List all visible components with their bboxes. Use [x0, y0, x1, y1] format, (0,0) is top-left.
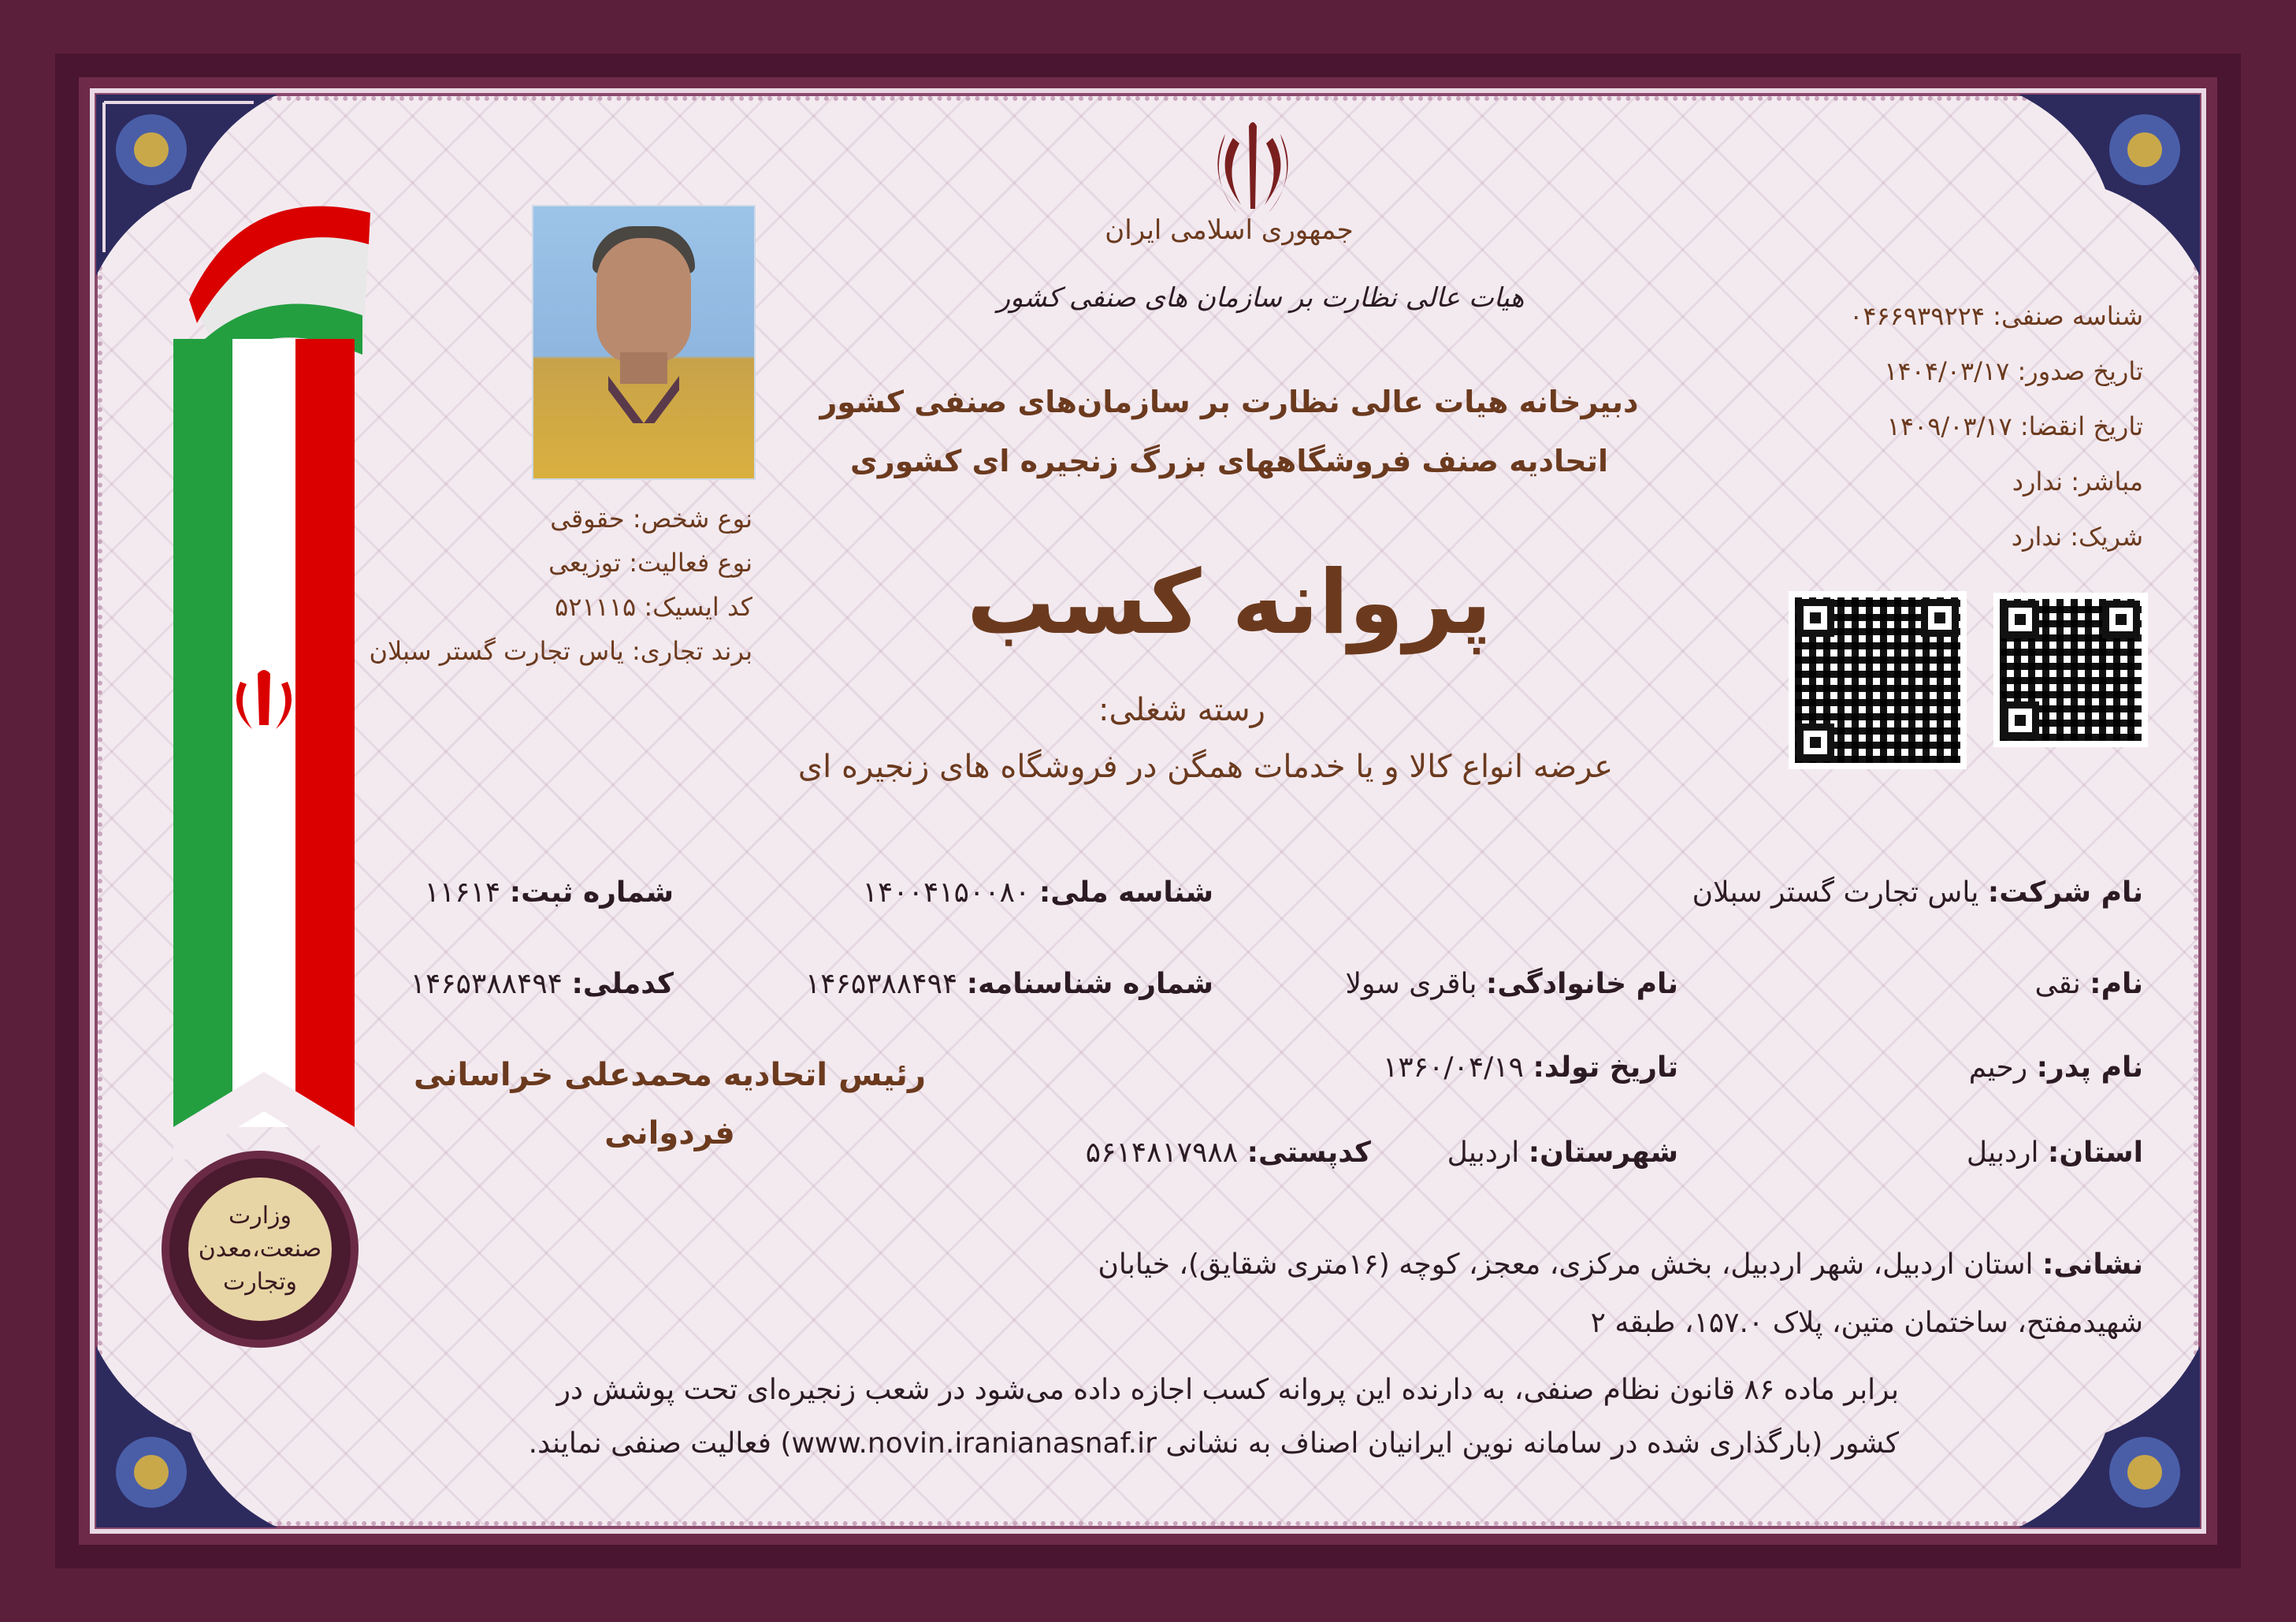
- national-code-field: کدملی: ۱۴۶۵۳۸۸۴۹۴: [410, 968, 674, 1000]
- isic-code: کد ایسیک: ۵۲۱۱۱۵: [555, 592, 752, 622]
- birth-field: تاریخ تولد: ۱۳۶۰/۰۴/۱۹: [1383, 1051, 1678, 1084]
- top-right-info: [1718, 288, 2143, 564]
- activity-type: نوع فعالیت: توزیعی: [548, 548, 752, 578]
- manager: مباشر: ندارد: [2012, 467, 2143, 497]
- postal-field: کدپستی: ۵۶۱۴۸۱۷۹۸۸: [1085, 1137, 1371, 1169]
- signatory-line-2: فردوانی: [604, 1115, 735, 1151]
- footer-text: [410, 1363, 1899, 1471]
- footer-line-1: برابر ماده ۸۶ قانون نظام صنفی، به دارنده این پروانه کسب اجازه داده می‌شود در شعب زنجیره‌ای تحت پوشش در: [556, 1374, 1899, 1406]
- province-field: استان: اردبیل: [1966, 1137, 2143, 1169]
- category-label: رسته شغلی:: [1098, 692, 1265, 728]
- company-field: نام شرکت: یاس تجارت گستر سبلان: [1692, 876, 2143, 909]
- flag-ribbon-icon: [150, 197, 370, 1166]
- partner: شریک: ندارد: [2011, 522, 2143, 552]
- seal-text: وزارت صنعت،معدن وتجارت: [188, 1177, 332, 1321]
- corner-ornament-icon: [2019, 1346, 2200, 1527]
- corner-ornament-icon: [2019, 95, 2200, 276]
- issue-date: تاریخ صدور: ۱۴۰۴/۰۳/۱۷: [1884, 356, 2143, 386]
- person-type: نوع شخص: حقوقی: [550, 504, 752, 534]
- city-field: شهرستان: اردبیل: [1447, 1137, 1678, 1169]
- ministry-seal: [169, 1159, 351, 1340]
- corner-ornament-icon: [96, 1346, 277, 1527]
- footer-line-2: کشور (بارگذاری شده در سامانه نوین ایرانیان اصناف به نشانی www.novin.iranianasnaf.ir) فعالیت صنفی نمایند.: [528, 1427, 1899, 1460]
- guild-id: شناسه صنفی: ۰۴۶۶۹۳۹۲۲۴: [1849, 301, 2143, 331]
- address-field: نشانی: استان اردبیل، شهر اردبیل، بخش مرکزی، معجز، کوچه (۱۶متری شقایق)، خیابان شهیدمفتح، ساختمان متین، پلاک ۱۵۷.۰، طبقه ۲: [1098, 1248, 2143, 1339]
- registration-field: شماره ثبت: ۱۱۶۱۴: [424, 876, 674, 909]
- union-title: اتحادیه صنف فروشگاههای بزرگ زنجیره ای کشوری: [850, 444, 1608, 478]
- document-title: پروانه کسب: [966, 552, 1492, 654]
- category-value: عرضه انواع کالا و یا خدمات همگن در فروشگاه های زنجیره ای: [797, 749, 1614, 785]
- holder-photo: [532, 205, 756, 480]
- republic-title: جمهوری اسلامی ایران: [1105, 214, 1354, 246]
- family-field: نام خانوادگی: باقری سولا: [1345, 968, 1678, 1000]
- father-field: نام پدر: رحیم: [1968, 1051, 2143, 1084]
- board-title: هیات عالی نظارت بر سازمان های صنفی کشور: [997, 282, 1525, 314]
- qr-code-large-icon: [1789, 591, 1967, 769]
- top-left-info: [315, 497, 752, 673]
- iran-emblem-icon: [1209, 118, 1296, 217]
- signatory-line-1: رئیس اتحادیه محمدعلی خراسانی: [414, 1057, 926, 1093]
- national-id-field: شناسه ملی: ۱۴۰۰۴۱۵۰۰۸۰: [862, 876, 1213, 909]
- brand: برند تجاری: یاس تجارت گستر سبلان: [369, 636, 752, 666]
- expire-date: تاریخ انقضا: ۱۴۰۹/۰۳/۱۷: [1886, 411, 2143, 441]
- signatory: [410, 1046, 930, 1163]
- id-card-field: شماره شناسنامه: ۱۴۶۵۳۸۸۴۹۴: [804, 968, 1213, 1000]
- first-name-field: نام: نقی: [2034, 968, 2143, 1000]
- secretariat-title: دبیرخانه هیات عالی نظارت بر سازمان‌های صنفی کشور: [819, 385, 1639, 419]
- qr-code-small-icon: [1993, 593, 2148, 747]
